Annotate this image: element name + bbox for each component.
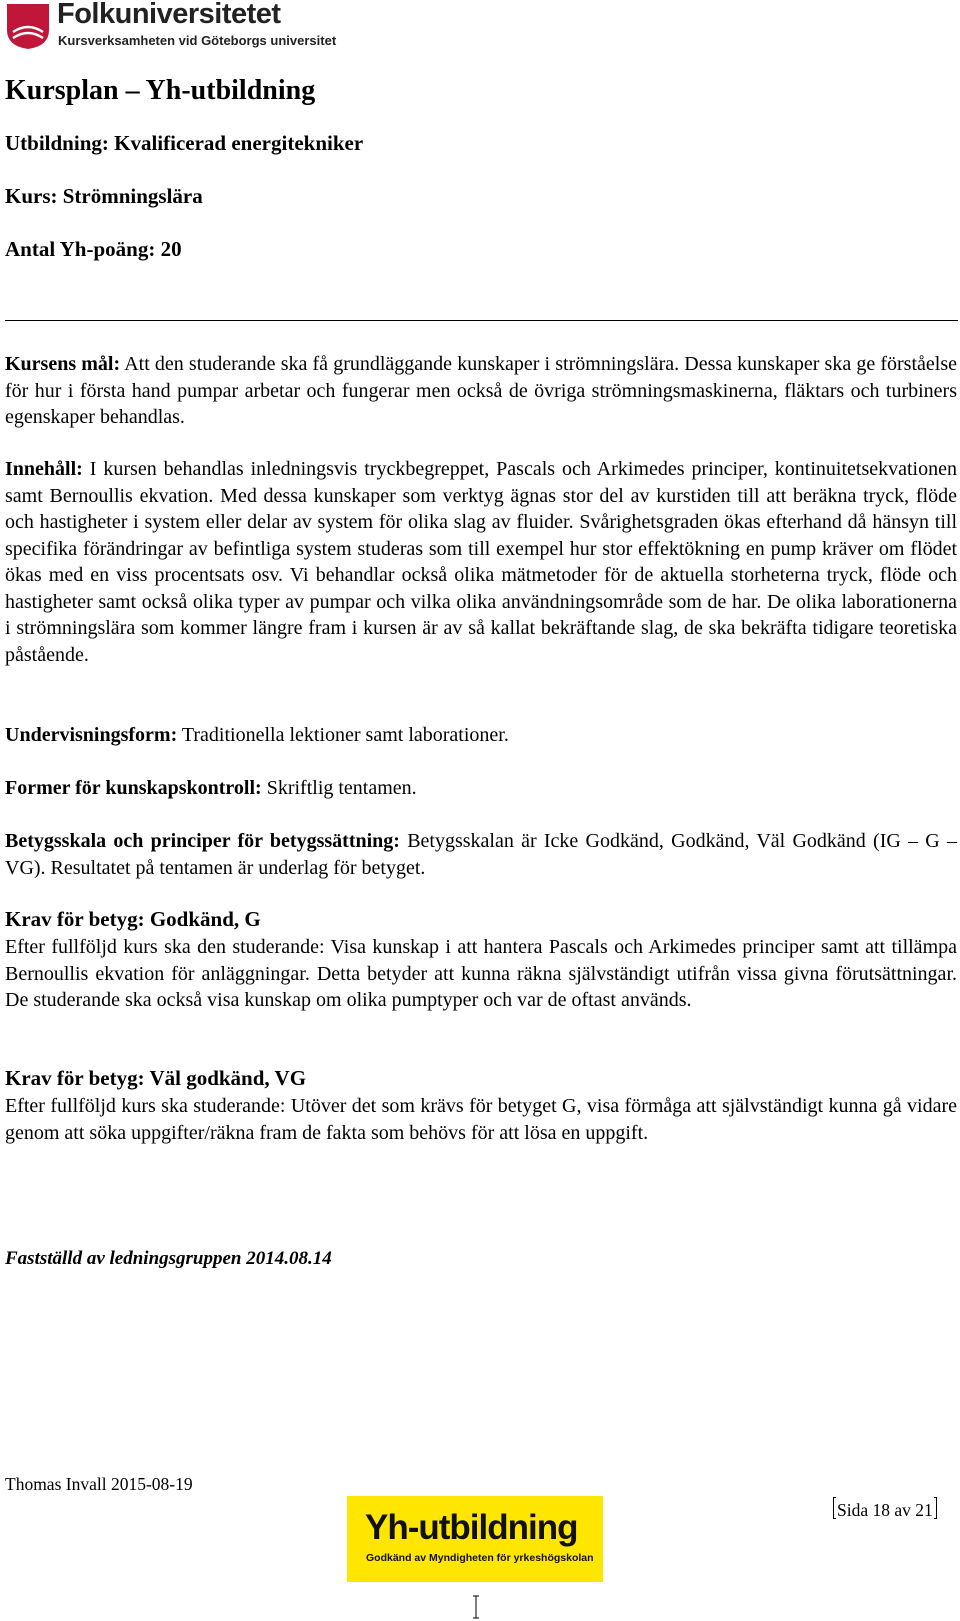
- assessment-section: [5, 775, 957, 802]
- grading-scale-text: Betygsskalan är Icke Godkänd, Godkänd, Väl Godkänd (IG – G – VG). Resultatet på tentamen är underlag för betyget.: [5, 830, 957, 879]
- grading-scale-label: Betygsskala och principer för betygssättning:: [5, 830, 400, 852]
- bracket-left: [833, 1497, 836, 1519]
- content-section: [5, 456, 957, 668]
- grade-g-text: Efter fullföljd kurs ska den studerande: Visa kunskap i att hantera Pascals och Arkimedes principer samt att tillämpa Bernoullis ekvation för anläggningar. Detta betyder att kunna räkna självständigt utifrån vissa givna förutsättningar. De studerande ska också visa kunskap om olika pumptyper och var de oftast används.: [5, 936, 957, 1011]
- assessment-label: Former för kunskapskontroll:: [5, 777, 262, 799]
- folkuniversitetet-emblem-icon: [5, 2, 51, 50]
- course-goals-text: Att den studerande ska få grundläggande kunskaper i strömningslära. Dessa kunskaper ska ge förståelse för hur i första hand pumpar arbetar och fungerar men också de övriga strömningsmaskinerna, fläktars och turbiners egenskaper behandlas.: [5, 353, 957, 428]
- grade-vg-text: Efter fullföljd kurs ska studerande: Utöver det som krävs för betyget G, visa förmåga att självständigt kunna gå vidare genom att söka uppgifter/räkna fram de fakta som behövs för att lösa en uppgift.: [5, 1095, 957, 1144]
- course-goals-label: Kursens mål:: [5, 353, 121, 375]
- education-name: Utbildning: Kvalificerad energitekniker: [5, 131, 364, 155]
- course-goals-section: [5, 351, 957, 431]
- logo-title: Folkuniversitetet: [57, 0, 281, 30]
- grading-scale-section: [5, 828, 957, 881]
- approval-note: Fastställd av ledningsgruppen 2014.08.14: [5, 1248, 332, 1269]
- folkuniversitetet-logo: [5, 2, 365, 52]
- credits: Antal Yh-poäng: 20: [5, 237, 182, 261]
- document-title: Kursplan – Yh-utbildning: [5, 75, 316, 106]
- content-label: Innehåll:: [5, 458, 83, 480]
- yh-logo-subtitle: Godkänd av Myndigheten för yrkeshögskolan: [366, 1552, 594, 1564]
- text-cursor-icon: [471, 1595, 481, 1619]
- grade-vg-heading: Krav för betyg: Väl godkänd, VG: [5, 1066, 307, 1090]
- teaching-form-section: [5, 722, 957, 749]
- yh-logo-title: Yh-utbildning: [365, 1508, 578, 1547]
- divider: [5, 320, 958, 321]
- teaching-form-text: Traditionella lektioner samt laborationer.: [177, 724, 509, 746]
- grade-g-heading: Krav för betyg: Godkänd, G: [5, 907, 261, 931]
- footer-author-date: Thomas Invall 2015-08-19: [5, 1474, 193, 1494]
- content-text: I kursen behandlas inledningsvis tryckbegreppet, Pascals och Arkimedes principer, kontinuitetsekvationen samt Bernoullis ekvation. Med dessa kunskaper som verktyg ägnas stor del av kurstiden till att beräkna tryck, flöde och hastigheter i system eller delar av system för olika slag av fluider. Svårighetsgraden ökas efterhand då hänsyn till specifika förändringar av befintliga system studeras som till exempel hur stor effektökning en pump kräver om flödet ökas med en viss procentsats osv. Vi behandlar också olika mätmetoder för de aktuella storheterna tryck, flöde och hastigheter samt också olika typer av pumpar och vilka olika användningsområde som de har. De olika laborationerna i strömningslära som kommer längre fram i kursen är av så kallat bekräftande slag, de ska bekräfta tidigare teoretiska påstående.: [5, 458, 957, 666]
- bracket-right: [934, 1497, 937, 1519]
- logo-subtitle: Kursverksamheten vid Göteborgs universitet: [58, 33, 337, 48]
- page-number: [833, 1497, 937, 1521]
- course-name: Kurs: Strömningslära: [5, 184, 203, 208]
- yh-utbildning-logo: [347, 1496, 603, 1582]
- assessment-text: Skriftlig tentamen.: [261, 777, 417, 799]
- page-number-text: Sida 18 av 21: [837, 1500, 933, 1520]
- teaching-form-label: Undervisningsform:: [5, 724, 178, 746]
